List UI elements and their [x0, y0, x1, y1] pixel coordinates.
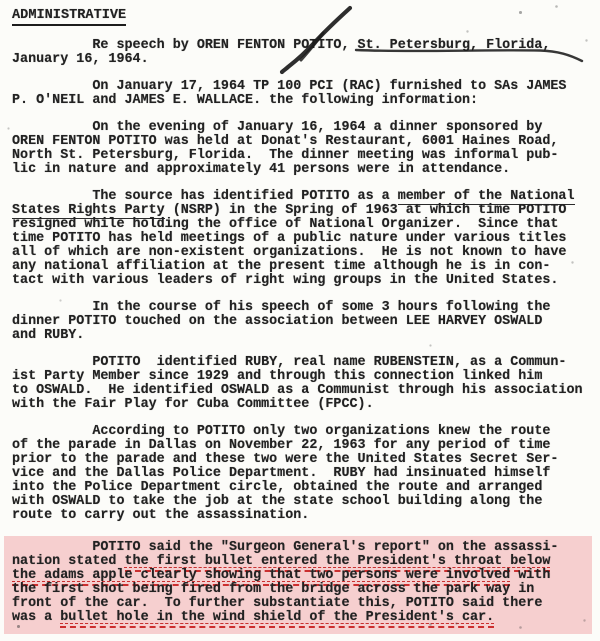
doc-line	[12, 80, 600, 94]
doc-line	[12, 149, 600, 163]
underlined-phrase: States Rights Party	[12, 203, 165, 218]
paragraph-parade-route	[12, 425, 600, 523]
red-underlined-phrase: the adams apple clearly showing that two persons were involved	[12, 568, 510, 586]
doc-line	[12, 121, 600, 135]
doc-text-segment: OREN FENTON POTITO was held at Donat's Restaurant, 6001 Haines Road,	[12, 134, 559, 149]
doc-text-segment: January 16, 1964.	[12, 52, 149, 67]
doc-line	[12, 583, 592, 597]
scan-speckles	[0, 0, 1, 1]
doc-text-segment: tact with various leaders of right wing groups in the United States.	[12, 273, 559, 288]
doc-text-segment: resigned while holding the office of National Organizer. Since that	[12, 217, 559, 232]
doc-line	[12, 509, 600, 523]
doc-text-segment: front of the car. To further substantiate this, POTITO said there	[12, 596, 543, 611]
heading-row	[12, 5, 600, 26]
highlighted-paragraph-surgeon-general	[4, 536, 592, 634]
doc-line	[12, 555, 592, 569]
doc-text-segment: with OSWALD to take the job at the state school building along the	[12, 494, 543, 509]
doc-line	[12, 53, 600, 67]
doc-line	[12, 453, 600, 467]
doc-text-segment: ist Party Member since 1929 and through this connection linked him	[12, 369, 543, 384]
doc-line	[12, 356, 600, 370]
doc-text-segment: all of which are non-existent organizations. He is not known to have	[12, 245, 567, 260]
red-underlined-phrase: the first bullet entered the President's throat below	[125, 554, 551, 572]
doc-line	[12, 232, 600, 246]
doc-text-segment: dinner POTITO touched on the association between LEE HARVEY OSWALD	[12, 314, 543, 329]
doc-text-segment: and RUBY.	[12, 328, 85, 343]
doc-line	[12, 246, 600, 260]
doc-line	[12, 190, 600, 204]
paragraph-speech-course	[12, 301, 600, 343]
doc-line	[12, 495, 600, 509]
doc-text-segment: On January 17, 1964 TP 100 PCI (RAC) furnished to SAs JAMES	[12, 79, 567, 94]
doc-text-segment: In the course of his speech of some 3 hours following the	[12, 300, 551, 315]
doc-line	[12, 541, 592, 555]
doc-line	[12, 135, 600, 149]
doc-text-segment: Re speech by OREN FENTON POTITO, St. Petersburg, Florida,	[12, 38, 551, 53]
doc-line	[12, 597, 592, 611]
doc-line	[12, 315, 600, 329]
doc-line	[12, 370, 600, 384]
doc-text-segment: any national affiliation at the present time although he is in con-	[12, 259, 551, 274]
doc-line	[12, 467, 600, 481]
doc-text-segment: nation stated	[12, 554, 125, 569]
doc-text-segment: On the evening of January 16, 1964 a dinner sponsored by	[12, 120, 543, 135]
doc-line	[12, 39, 600, 53]
doc-text-segment: vice and the Dallas Police Department. RUBY had insinuated himself	[12, 466, 551, 481]
red-underlined-phrase: bullet hole in the wind shield of the President's car.	[60, 610, 494, 628]
doc-line	[12, 611, 592, 625]
doc-text-segment: North St. Petersburg, Florida. The dinner meeting was informal pub-	[12, 148, 559, 163]
doc-text-segment: The source has identified POTITO as a	[12, 189, 398, 204]
doc-line	[12, 204, 600, 218]
doc-line	[12, 425, 600, 439]
document-heading: ADMINISTRATIVE	[12, 8, 126, 26]
doc-text-segment: POTITO identified RUBY, real name RUBENSTEIN, as a Commun-	[12, 355, 567, 370]
doc-text-segment: of the parade in Dallas on November 22, 1963 for any period of time	[12, 438, 551, 453]
doc-line	[12, 398, 600, 412]
doc-text-segment: the first shot being fired from the bridge across the park way in	[12, 582, 535, 597]
paragraph-ruby-oswald	[12, 356, 600, 412]
doc-text-segment: P. O'NEIL and JAMES E. WALLACE. the following information:	[12, 93, 479, 108]
doc-text-segment: into the Police Department circle, obtained the route and arranged	[12, 480, 543, 495]
doc-text-segment: route to carry out the assassination.	[12, 508, 310, 523]
doc-text-segment: with	[510, 568, 551, 583]
doc-line	[12, 163, 600, 177]
doc-text-segment: to OSWALD. He identified OSWALD as a Communist through his association	[12, 383, 583, 398]
doc-line	[12, 260, 600, 274]
doc-line	[12, 384, 600, 398]
doc-line	[12, 329, 600, 343]
doc-line	[12, 439, 600, 453]
doc-text-segment: According to POTITO only two organizations knew the route	[12, 424, 551, 439]
doc-text-segment: (NSRP) in the Spring of 1963 at which time POTITO	[164, 203, 567, 218]
underlined-phrase: member of the National	[397, 189, 575, 204]
doc-line	[12, 301, 600, 315]
doc-line	[12, 94, 600, 108]
paragraph-source-info	[12, 80, 600, 108]
paragraph-nsrp	[12, 190, 600, 288]
doc-text-segment: POTITO said the "Surgeon General's report" on the assassi-	[12, 540, 559, 555]
paragraph-dinner	[12, 121, 600, 177]
paragraph-re-speech	[12, 39, 600, 67]
doc-line	[12, 569, 592, 583]
doc-line	[12, 274, 600, 288]
doc-text-segment: prior to the parade and these two were the United States Secret Ser-	[12, 452, 559, 467]
doc-line	[12, 481, 600, 495]
doc-line	[12, 218, 600, 232]
doc-text-segment: was a	[12, 610, 61, 625]
doc-text-segment: lic in nature and approximately 41 persons were in attendance.	[12, 162, 511, 177]
doc-text-segment: with the Fair Play for Cuba Committee (FPCC).	[12, 397, 374, 412]
doc-text-segment: time POTITO has held meetings of a public nature under various titles	[12, 231, 567, 246]
